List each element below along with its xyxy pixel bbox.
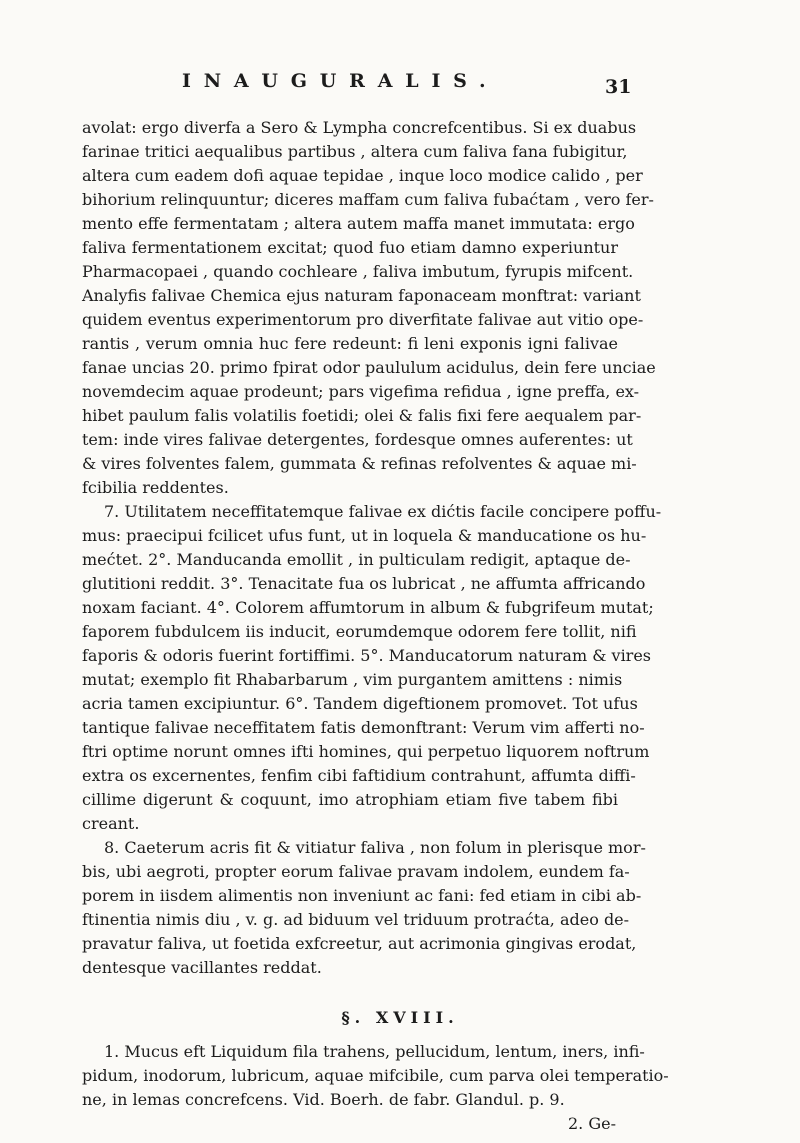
text-line: pidum, inodorum, lubricum, aquae mifcibile, cum parva olei temperatio- bbox=[82, 1066, 669, 1085]
text-line: mus: praecipui fcilicet ufus funt, ut in loquela & manducatione os hu- bbox=[82, 526, 647, 545]
catchword: 2. Ge- bbox=[567, 1114, 616, 1133]
text-line: novemdecim aquae prodeunt; pars vigefima refidua , igne preffa, ex- bbox=[82, 382, 640, 401]
section-heading: §. XVIII. bbox=[341, 1008, 459, 1027]
text-line: extra os excernentes, fenfim cibi faftidium contrahunt, affumta diffi- bbox=[82, 766, 636, 785]
text-line: ftri optime norunt omnes ifti homines, qui perpetuo liquorem noftrum bbox=[82, 742, 650, 761]
text-line: hibet paulum falis volatilis foetidi; olei & falis fixi fere aequalem par- bbox=[82, 406, 642, 425]
text-line: rantis , verum omnia huc fere redeunt: fi leni exponis igni falivae bbox=[82, 334, 618, 353]
text-line: avolat: ergo diverfa a Sero & Lympha concrefcentibus. Si ex duabus bbox=[82, 118, 637, 137]
text-line: pravatur faliva, ut foetida exfcreetur, aut acrimonia gingivas erodat, bbox=[82, 934, 637, 953]
text-line: tantique falivae neceffitatem fatis demonftrant: Verum vim afferti no- bbox=[82, 718, 645, 737]
text-line: 8. Caeterum acris fit & vitiatur faliva , non folum in plerisque mor- bbox=[104, 838, 646, 857]
text-line: faliva fermentationem excitat; quod fuo etiam damno experiuntur bbox=[82, 238, 618, 257]
text-line: fcibilia reddentes. bbox=[82, 478, 229, 497]
text-line: faporem fubdulcem iis inducit, eorumdemque odorem fere tollit, nifi bbox=[82, 622, 637, 641]
text-line: faporis & odoris fuerint fortiffimi. 5°. Manducatorum naturam & vires bbox=[82, 646, 652, 665]
text-line: fanae uncias 20. primo fpirat odor paululum acidulus, dein fere unciae bbox=[82, 358, 656, 377]
text-line: Pharmacopaei , quando cochleare , faliva imbutum, fyrupis mifcent. bbox=[82, 262, 634, 281]
text-line: tem: inde vires falivae detergentes, fordesque omnes auferentes: ut bbox=[82, 430, 633, 449]
page-number: 31 bbox=[605, 76, 632, 98]
text-line: ftinentia nimis diu , v. g. ad biduum vel triduum protraćta, adeo de- bbox=[82, 910, 630, 929]
text-line: farinae tritici aequalibus partibus , altera cum faliva fana fubigitur, bbox=[82, 142, 628, 161]
text-line: bihorium relinquuntur; diceres maffam cum faliva fubaćtam , vero fer- bbox=[82, 190, 654, 209]
text-line: altera cum eadem dofi aquae tepidae , inque loco modice calido , per bbox=[82, 166, 643, 185]
text-line: cillime digerunt & coquunt, imo atrophiam etiam five tabem fibi bbox=[82, 790, 618, 809]
text-line: ne, in lemas concrefcens. Vid. Boerh. de fabr. Glandul. p. 9. bbox=[82, 1090, 565, 1109]
text-line: quidem eventus experimentorum pro diverfitate falivae aut vitio ope- bbox=[82, 310, 644, 329]
text-line: 7. Utilitatem neceffitatemque falivae ex dićtis facile concipere poffu- bbox=[104, 502, 662, 521]
text-line: dentesque vacillantes reddat. bbox=[82, 958, 322, 977]
text-line: acria tamen excipiuntur. 6°. Tandem digeftionem promovet. Tot ufus bbox=[82, 694, 638, 713]
text-line: mento effe fermentatam ; altera autem maffa manet immutata: ergo bbox=[82, 214, 635, 233]
text-line: mutat; exemplo fit Rhabarbarum , vim purgantem amittens : nimis bbox=[82, 670, 623, 689]
text-line: glutitioni reddit. 3°. Tenacitate fua os lubricat , ne affumta affricando bbox=[82, 574, 646, 593]
text-line: bis, ubi aegroti, propter eorum falivae pravam indolem, eundem fa- bbox=[82, 862, 630, 881]
text-line: creant. bbox=[82, 814, 140, 833]
text-line: & vires folventes falem, gummata & refinas refolventes & aquae mi- bbox=[82, 454, 637, 473]
text-line: noxam faciant. 4°. Colorem affumtorum in album & fubgrifeum mutat; bbox=[82, 598, 654, 617]
running-head: INAUGURALIS. bbox=[182, 70, 499, 92]
text-line: 1. Mucus eft Liquidum fila trahens, pellucidum, lentum, iners, infi- bbox=[104, 1042, 645, 1061]
text-line: mećtet. 2°. Manducanda emollit , in pulticulam redigit, aptaque de- bbox=[82, 550, 631, 569]
text-line: porem in iisdem alimentis non inveniunt ac fani: fed etiam in cibi ab- bbox=[82, 886, 642, 905]
text-line: Analyfis falivae Chemica ejus naturam faponaceam monftrat: variant bbox=[82, 286, 641, 305]
